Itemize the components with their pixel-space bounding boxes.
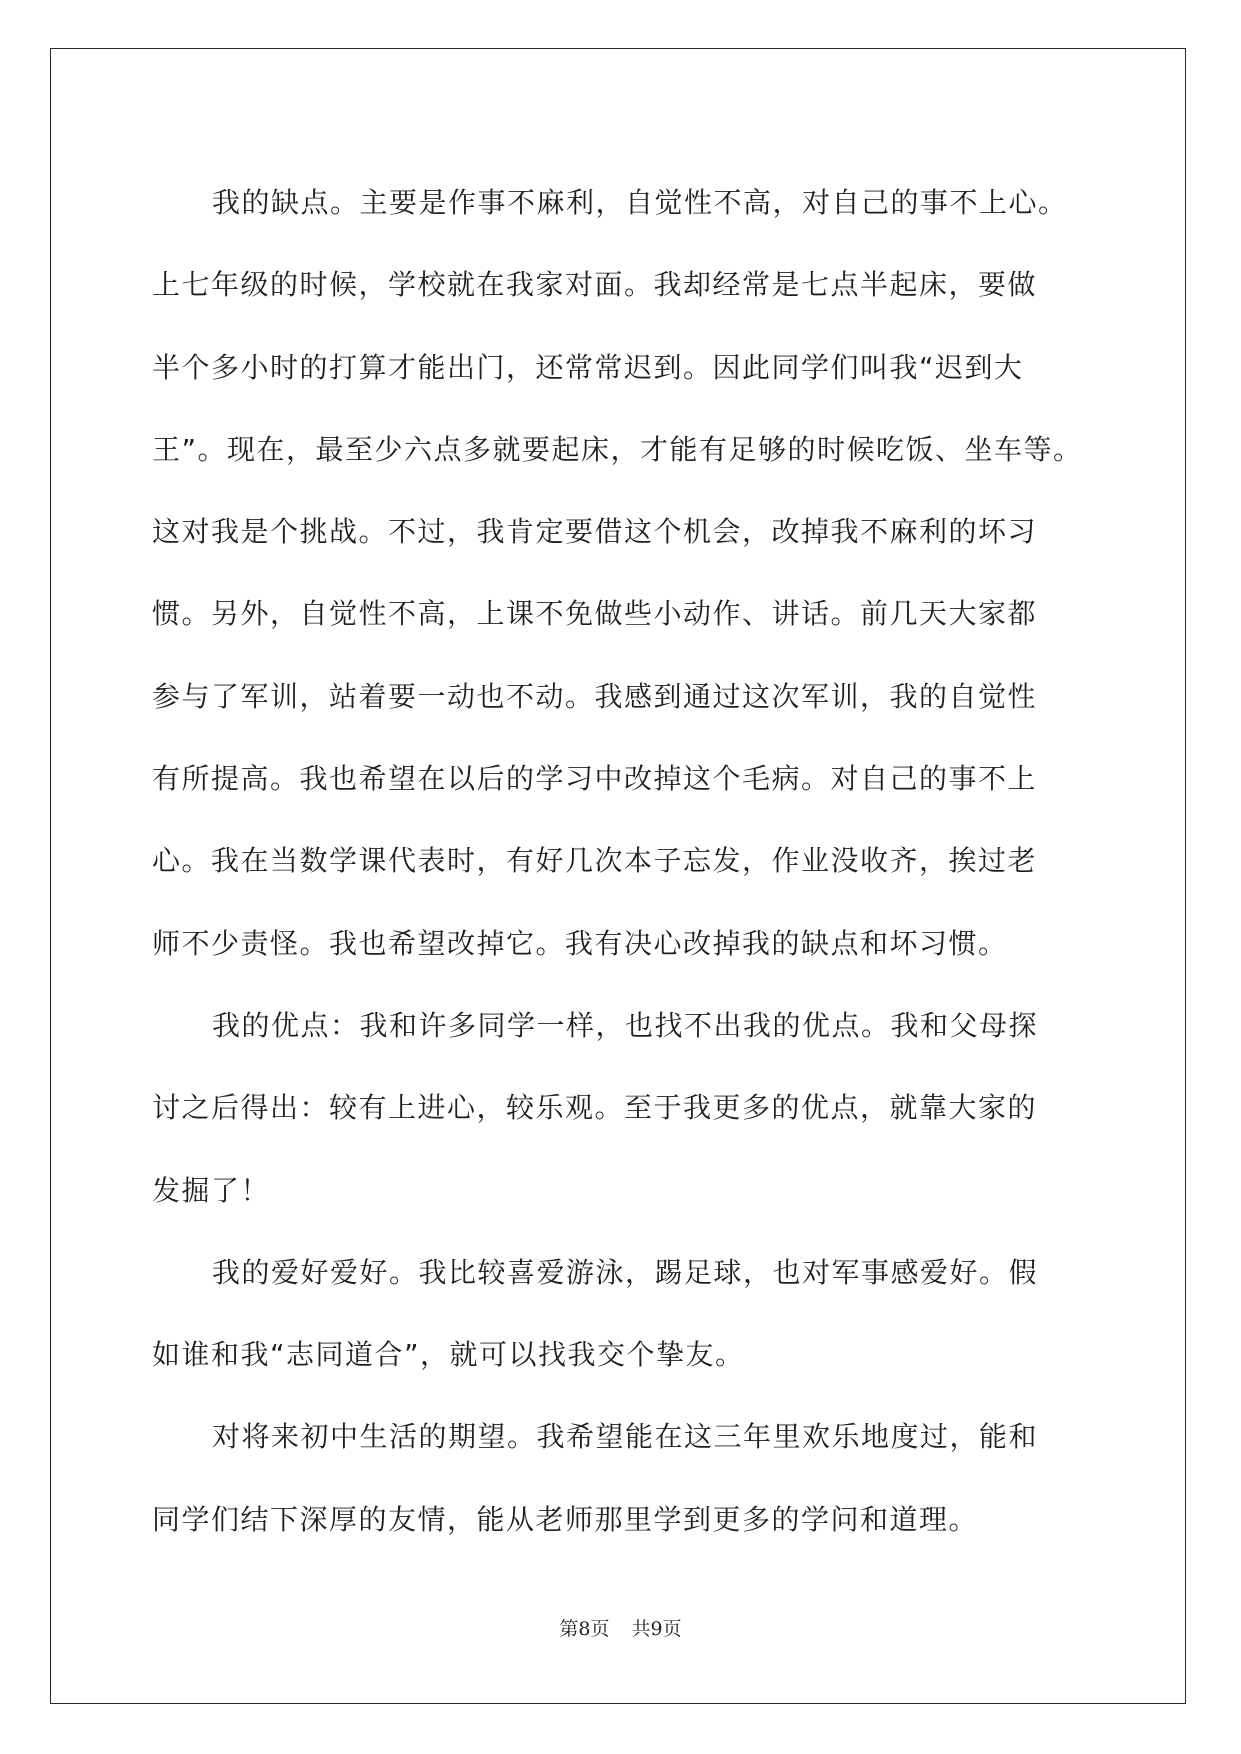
paragraph-shortcomings: 我的缺点。主要是作事不麻利，自觉性不高，对自己的事不上心。 上七年级的时候，学校就在我家对面。我却经常是七点半起床，要做 半个多小时的打算才能出门，还常常迟到。因此同学们叫我“迟到大 王”。现在，最至少六点多就要起床，才能有足够的时候吃饭、坐车等。 这对我是个挑战。不过，我肯定要借这个机会，改掉我不麻利的坏习 惯。另外，自觉性不高，上课不免做些小动作、讲话。前几天大家都 参与了军训，站着要一动也不动。我感到通过这次军训，我的自觉性 有所提高。我也希望在以后的学习中改掉这个毛病。对自己的事不上 心。我在当数学课代表时，有好几次本子忘发，作业没收齐，挨过老 师不少责怪。我也希望改掉它。我有决心改掉我的缺点和坏习惯。 (152, 186, 1083, 960)
document-body (152, 162, 1097, 1561)
paragraph-hobbies: 我的爱好爱好。我比较喜爱游泳，踢足球，也对军事感爱好。假 如谁和我“志同道合”，就可以找我交个挚友。 (152, 1255, 1039, 1372)
page-number-current: 第8页 (559, 1618, 610, 1640)
page-footer (0, 1614, 1241, 1641)
paragraph-expectations: 对将来初中生活的期望。我希望能在这三年里欢乐地度过，能和 同学们结下深厚的友情，能从老师那里学到更多的学问和道理。 (152, 1420, 1039, 1536)
page-number-total: 共9页 (631, 1618, 682, 1640)
paragraph-strengths: 我的优点：我和许多同学一样，也找不出我的优点。我和父母探 讨之后得出：较有上进心，较乐观。至于我更多的优点，就靠大家的 发掘了！ (152, 1008, 1039, 1207)
